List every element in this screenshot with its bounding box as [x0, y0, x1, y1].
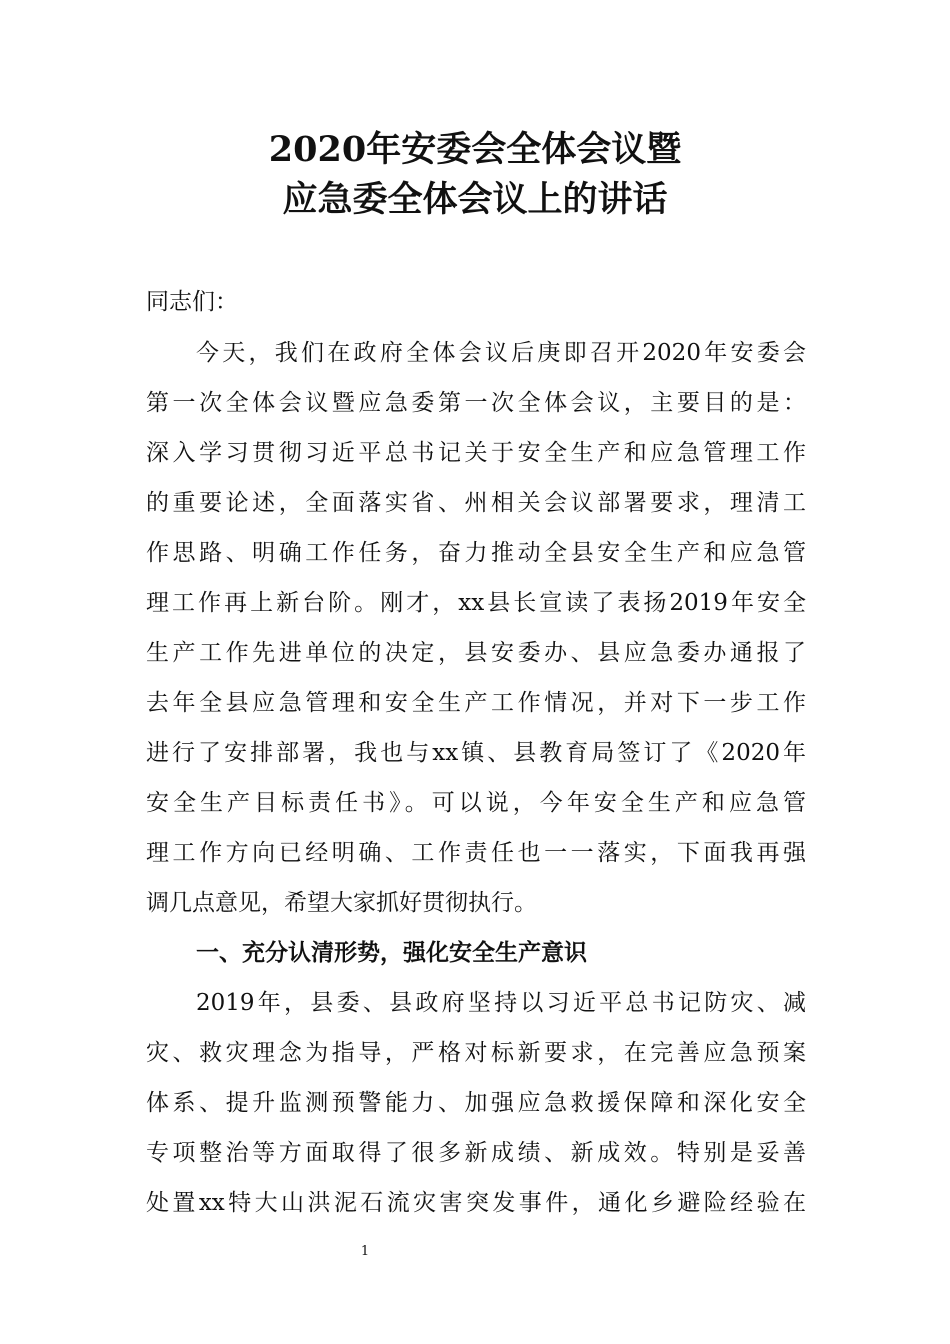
paragraph-1-line: 安全生产目标责任书》。可以说，今年安全生产和应急管	[146, 790, 806, 816]
paragraph-1-line: 进行了安排部署，我也与xx镇、县教育局签订了《2020年	[146, 740, 806, 766]
paragraph-1-line: 生产工作先进单位的决定，县安委办、县应急委办通报了	[146, 640, 806, 666]
paragraph-2-line: 专项整治等方面取得了很多新成绩、新成效。特别是妥善	[146, 1140, 806, 1166]
paragraph-1-line: 调几点意见，希望大家抓好贯彻执行。	[146, 890, 537, 916]
document-title-line-2: 应急委全体会议上的讲话	[282, 179, 668, 220]
paragraph-1-line: 理工作再上新台阶。刚才，xx县长宣读了表扬2019年安全	[146, 590, 806, 616]
paragraph-1-line: 理工作方向已经明确、工作责任也一一落实，下面我再强	[146, 840, 806, 866]
paragraph-2-line: 处置xx特大山洪泥石流灾害突发事件，通化乡避险经验在	[146, 1190, 806, 1216]
paragraph-2-line: 2019年，县委、县政府坚持以习近平总书记防灾、减	[196, 990, 806, 1016]
paragraph-1-line: 作思路、明确工作任务，奋力推动全县安全生产和应急管	[146, 540, 806, 566]
page-number: 1	[360, 1244, 370, 1259]
paragraph-1-line: 去年全县应急管理和安全生产工作情况，并对下一步工作	[146, 690, 806, 716]
paragraph-1-line: 的重要论述，全面落实省、州相关会议部署要求，理清工	[146, 490, 806, 516]
paragraph-1-line: 第一次全体会议暨应急委第一次全体会议，主要目的是：	[146, 390, 806, 416]
paragraph-2-line: 体系、提升监测预警能力、加强应急救援保障和深化安全	[146, 1090, 806, 1116]
document-title-line-1: 2020年安委会全体会议暨	[268, 129, 682, 170]
paragraph-1-line: 深入学习贯彻习近平总书记关于安全生产和应急管理工作	[146, 440, 806, 466]
salutation: 同志们：	[146, 289, 238, 315]
section-1-heading: 一、充分认清形势，强化安全生产意识	[196, 940, 587, 966]
paragraph-1-line: 今天，我们在政府全体会议后庚即召开2020年安委会	[196, 340, 806, 366]
paragraph-2-line: 灾、救灾理念为指导，严格对标新要求，在完善应急预案	[146, 1040, 806, 1066]
